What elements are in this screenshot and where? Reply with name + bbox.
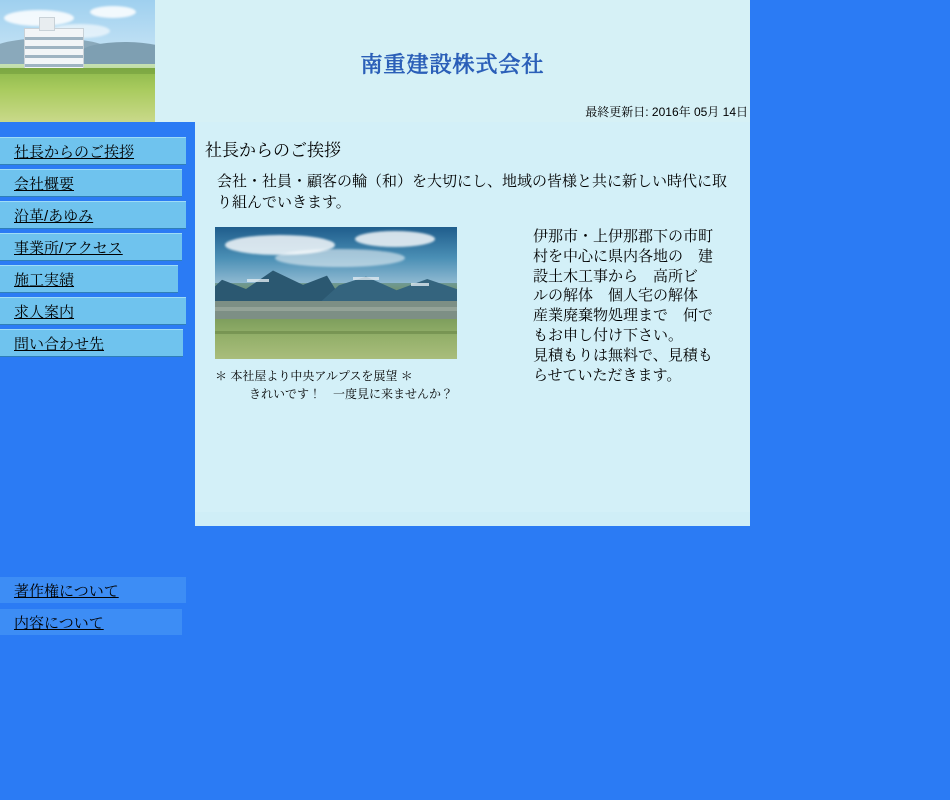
page-title: 南重建設株式会社 bbox=[360, 52, 545, 77]
alps-view-photo bbox=[215, 227, 457, 359]
sidebar-item-history[interactable] bbox=[0, 201, 195, 233]
sidebar-item-label: 会社概要 bbox=[14, 175, 75, 193]
sidebar-item-label: 社長からのご挨拶 bbox=[14, 143, 135, 161]
greeting-line: 村を中心に県内各地の 建 bbox=[533, 247, 714, 265]
header-main bbox=[155, 0, 750, 122]
snow-cap-shape bbox=[353, 277, 379, 280]
photo-caption-line1: ＊ 本社屋より中央アルプスを展望 ＊ bbox=[215, 369, 413, 383]
greeting-line: ルの解体 個人宅の解体 bbox=[533, 287, 699, 305]
cloud-icon bbox=[355, 231, 435, 247]
section-title: 社長からのご挨拶 bbox=[205, 141, 341, 160]
snow-cap-shape bbox=[411, 283, 429, 286]
site-header bbox=[0, 0, 750, 122]
sidebar-item-contact[interactable] bbox=[0, 329, 195, 361]
sidebar-item-bar[interactable] bbox=[0, 137, 186, 165]
building-window bbox=[25, 55, 83, 58]
snow-cap-shape bbox=[247, 279, 269, 282]
content-area bbox=[0, 122, 750, 634]
photo-caption-line2: きれいです！ 一度見に来ませんか？ bbox=[249, 387, 454, 401]
cloud-icon bbox=[90, 6, 136, 18]
sidebar-item-bar[interactable] bbox=[0, 297, 186, 325]
sidebar-item-copyright[interactable] bbox=[0, 577, 195, 609]
greeting-line: 伊那市・上伊那郡下の市町 bbox=[533, 228, 714, 245]
sidebar-item-bar[interactable] bbox=[0, 577, 186, 603]
sidebar-item-recruit[interactable] bbox=[0, 297, 195, 329]
greeting-line: らせていただきます。 bbox=[533, 366, 682, 384]
sidebar-item-label: 施工実績 bbox=[14, 271, 75, 289]
sidebar-item-label: 沿革/あゆみ bbox=[14, 207, 94, 225]
building-window bbox=[25, 64, 83, 67]
sidebar-item-offices-access[interactable] bbox=[0, 233, 195, 265]
greeting-line: 設土木工事から 高所ビ bbox=[533, 267, 699, 285]
building-window bbox=[25, 46, 83, 49]
sidebar-item-bar[interactable] bbox=[0, 233, 182, 261]
sidebar-item-label: 事業所/アクセス bbox=[14, 239, 123, 257]
main-panel bbox=[195, 122, 750, 526]
last-updated-label: 最終更新日: 2016年 05月 14日 bbox=[585, 105, 748, 119]
sidebar-item-company-profile[interactable] bbox=[0, 169, 195, 201]
rice-field-shape bbox=[215, 319, 457, 359]
sidebar-item-projects[interactable] bbox=[0, 265, 195, 297]
sidebar-item-label: 著作権について bbox=[14, 582, 119, 600]
sidebar-item-bar[interactable] bbox=[0, 329, 183, 357]
sidebar-item-label: 内容について bbox=[14, 614, 104, 632]
sidebar-item-label: 求人案内 bbox=[14, 303, 75, 321]
header-photo bbox=[0, 0, 155, 122]
lead-paragraph: 会社・社員・顧客の輪（和）を大切にし、地域の皆様と共に新しい時代に取り組んでいきます。 bbox=[217, 173, 728, 211]
sidebar-item-bar[interactable] bbox=[0, 201, 186, 229]
photo-column bbox=[195, 227, 533, 403]
greeting-line: 見積もりは無料で、見積も bbox=[533, 346, 713, 364]
photo-caption bbox=[215, 359, 533, 403]
sidebar-navigation bbox=[0, 122, 195, 634]
cloud-icon bbox=[275, 249, 405, 267]
sidebar-item-bar[interactable] bbox=[0, 609, 182, 635]
sidebar-item-bar[interactable] bbox=[0, 169, 182, 197]
greeting-text-column bbox=[533, 227, 750, 403]
greeting-line: もお申し付け下さい。 bbox=[533, 326, 684, 344]
sidebar-item-bar[interactable] bbox=[0, 265, 178, 293]
greeting-line: 産業廃棄物処理まで 何で bbox=[533, 307, 714, 325]
sidebar-footer-links bbox=[0, 577, 195, 641]
sidebar-item-greeting[interactable] bbox=[0, 137, 195, 169]
main-panel-inner bbox=[195, 122, 750, 512]
greeting-body bbox=[195, 213, 750, 403]
sidebar-item-about-content[interactable] bbox=[0, 609, 195, 641]
mountain-shape bbox=[80, 42, 155, 64]
building-window bbox=[25, 37, 83, 40]
townscape-shape bbox=[215, 301, 457, 321]
rice-field-shape bbox=[0, 68, 155, 122]
sidebar-item-label: 問い合わせ先 bbox=[14, 335, 105, 353]
